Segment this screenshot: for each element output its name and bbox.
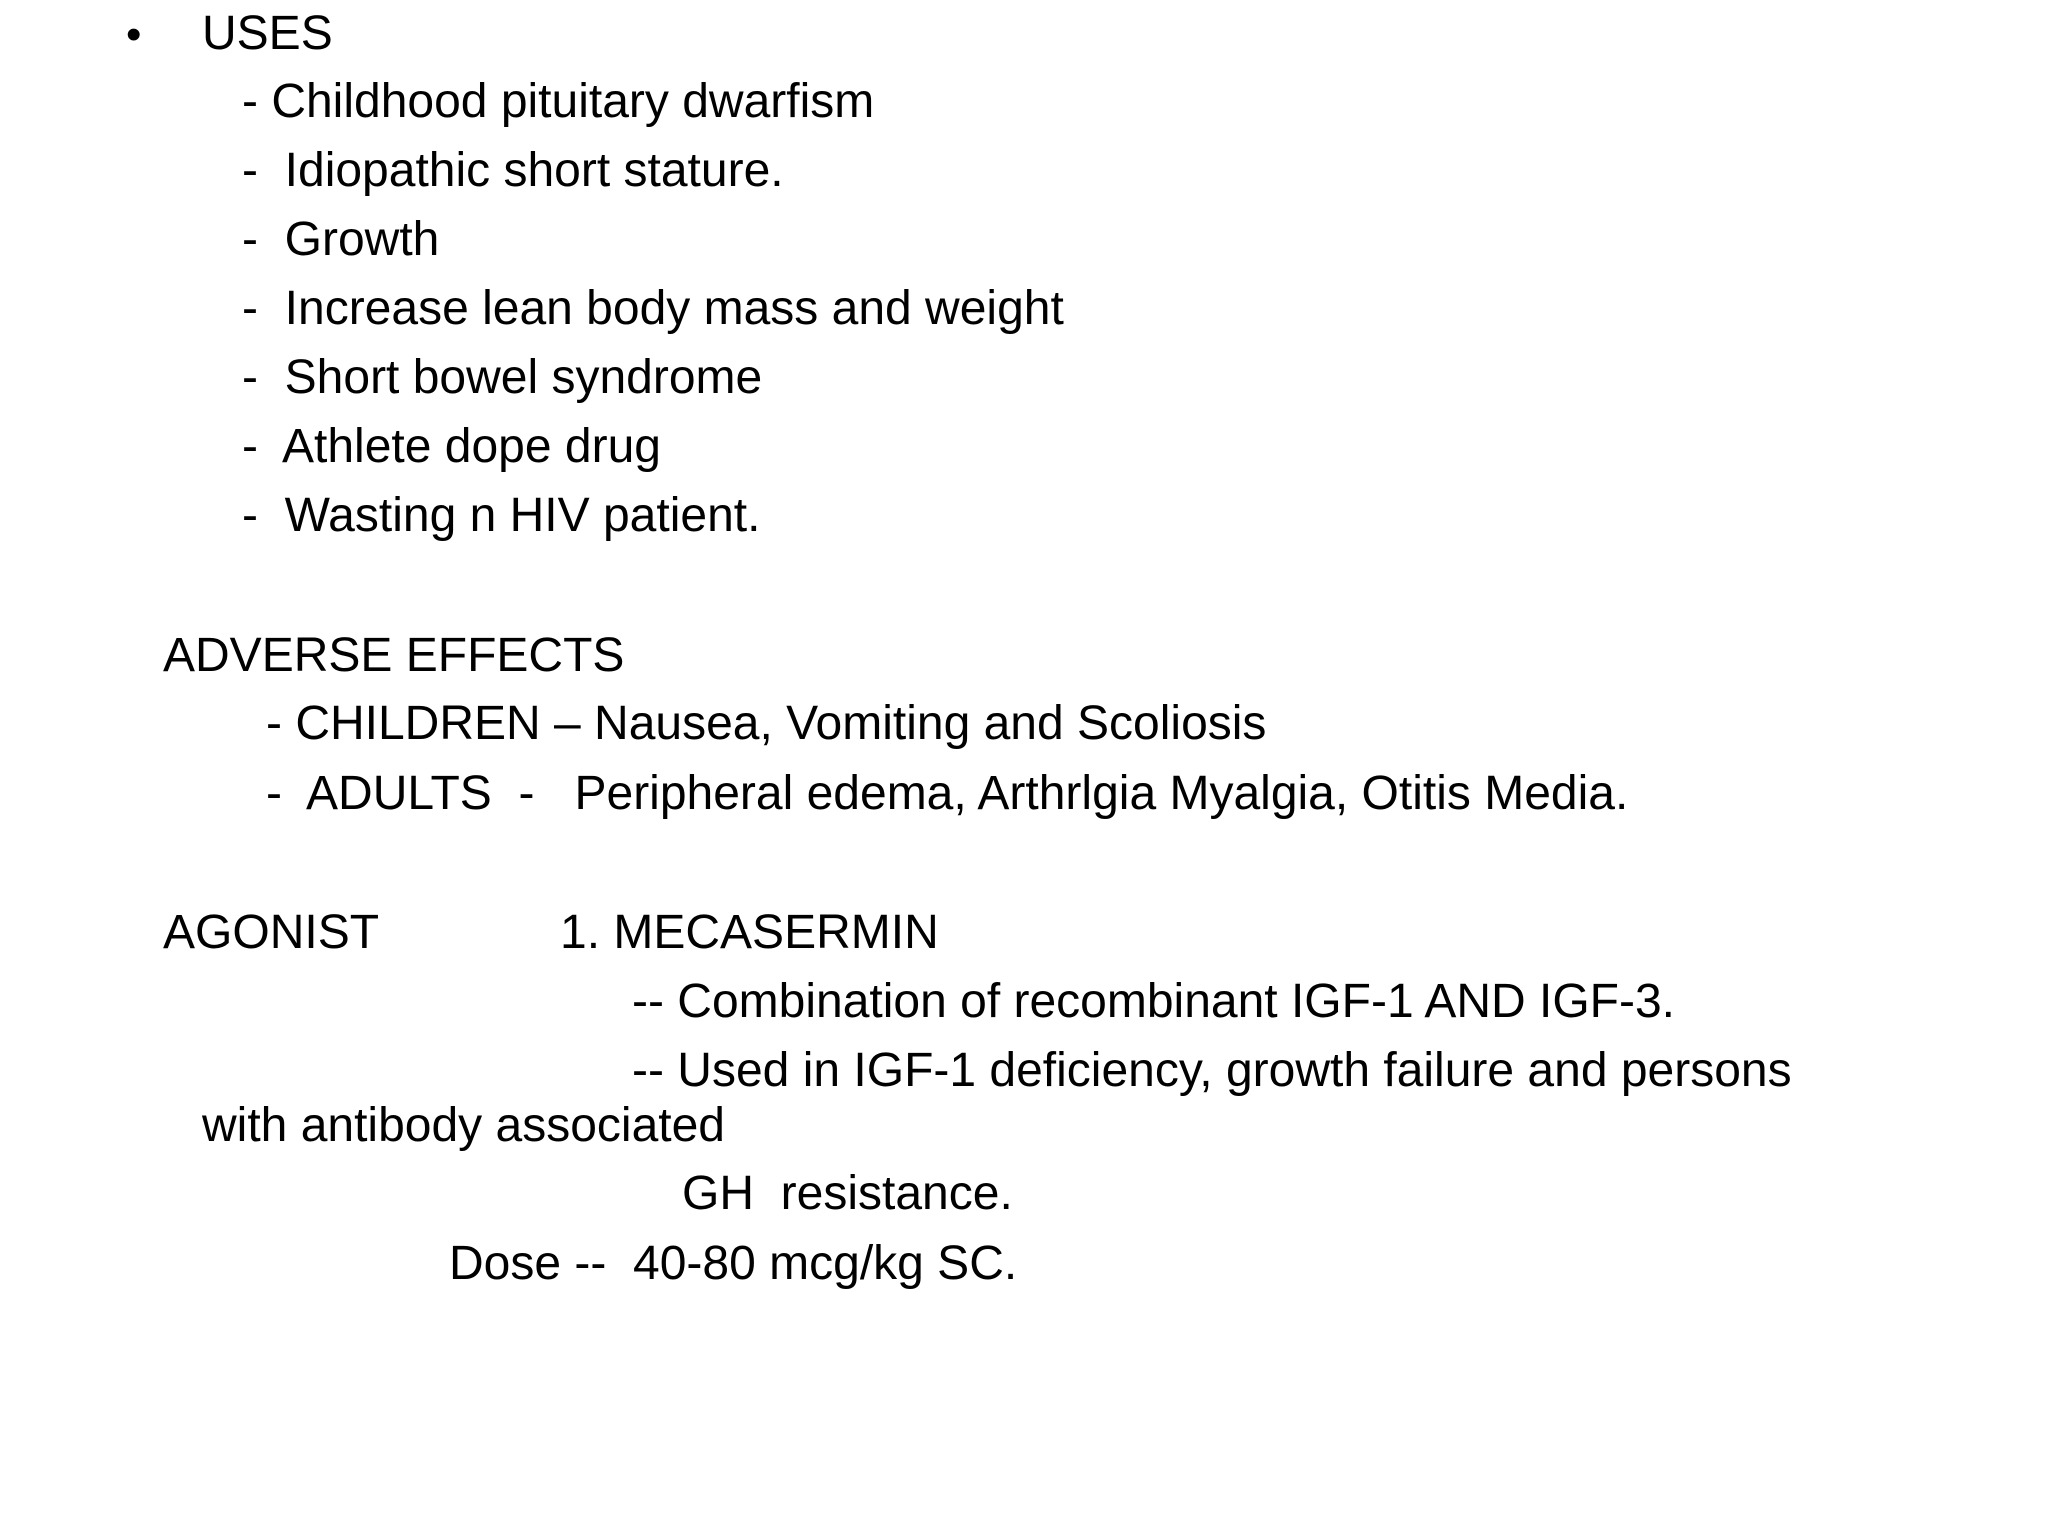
uses-heading: USES: [202, 7, 333, 60]
agonist-point: -- Used in IGF-1 deficiency, growth failure and persons: [632, 1044, 1792, 1097]
bullet-point: •: [126, 10, 142, 59]
agonist-point-continuation: with antibody associated: [202, 1099, 725, 1152]
uses-item: - Growth: [242, 213, 440, 266]
uses-item: - Idiopathic short stature.: [242, 144, 784, 197]
adverse-effects-heading: ADVERSE EFFECTS: [163, 629, 625, 682]
uses-item: - Athlete dope drug: [242, 420, 661, 473]
agonist-point-continuation: GH resistance.: [682, 1167, 1013, 1220]
uses-item: - Childhood pituitary dwarfism: [242, 75, 875, 128]
adverse-effect-item: - CHILDREN – Nausea, Vomiting and Scoliosis: [266, 697, 1267, 750]
dose-text: Dose -- 40-80 mcg/kg SC.: [449, 1237, 1018, 1290]
agonist-point: -- Combination of recombinant IGF-1 AND IGF-3.: [632, 975, 1676, 1028]
uses-item: - Wasting n HIV patient.: [242, 489, 761, 542]
uses-item: - Increase lean body mass and weight: [242, 282, 1064, 335]
adverse-effect-item: - ADULTS - Peripheral edema, Arthrlgia Myalgia, Otitis Media.: [266, 767, 1629, 820]
agonist-drug-name: 1. MECASERMIN: [560, 906, 939, 959]
agonist-heading: AGONIST: [163, 906, 380, 959]
uses-item: - Short bowel syndrome: [242, 351, 763, 404]
